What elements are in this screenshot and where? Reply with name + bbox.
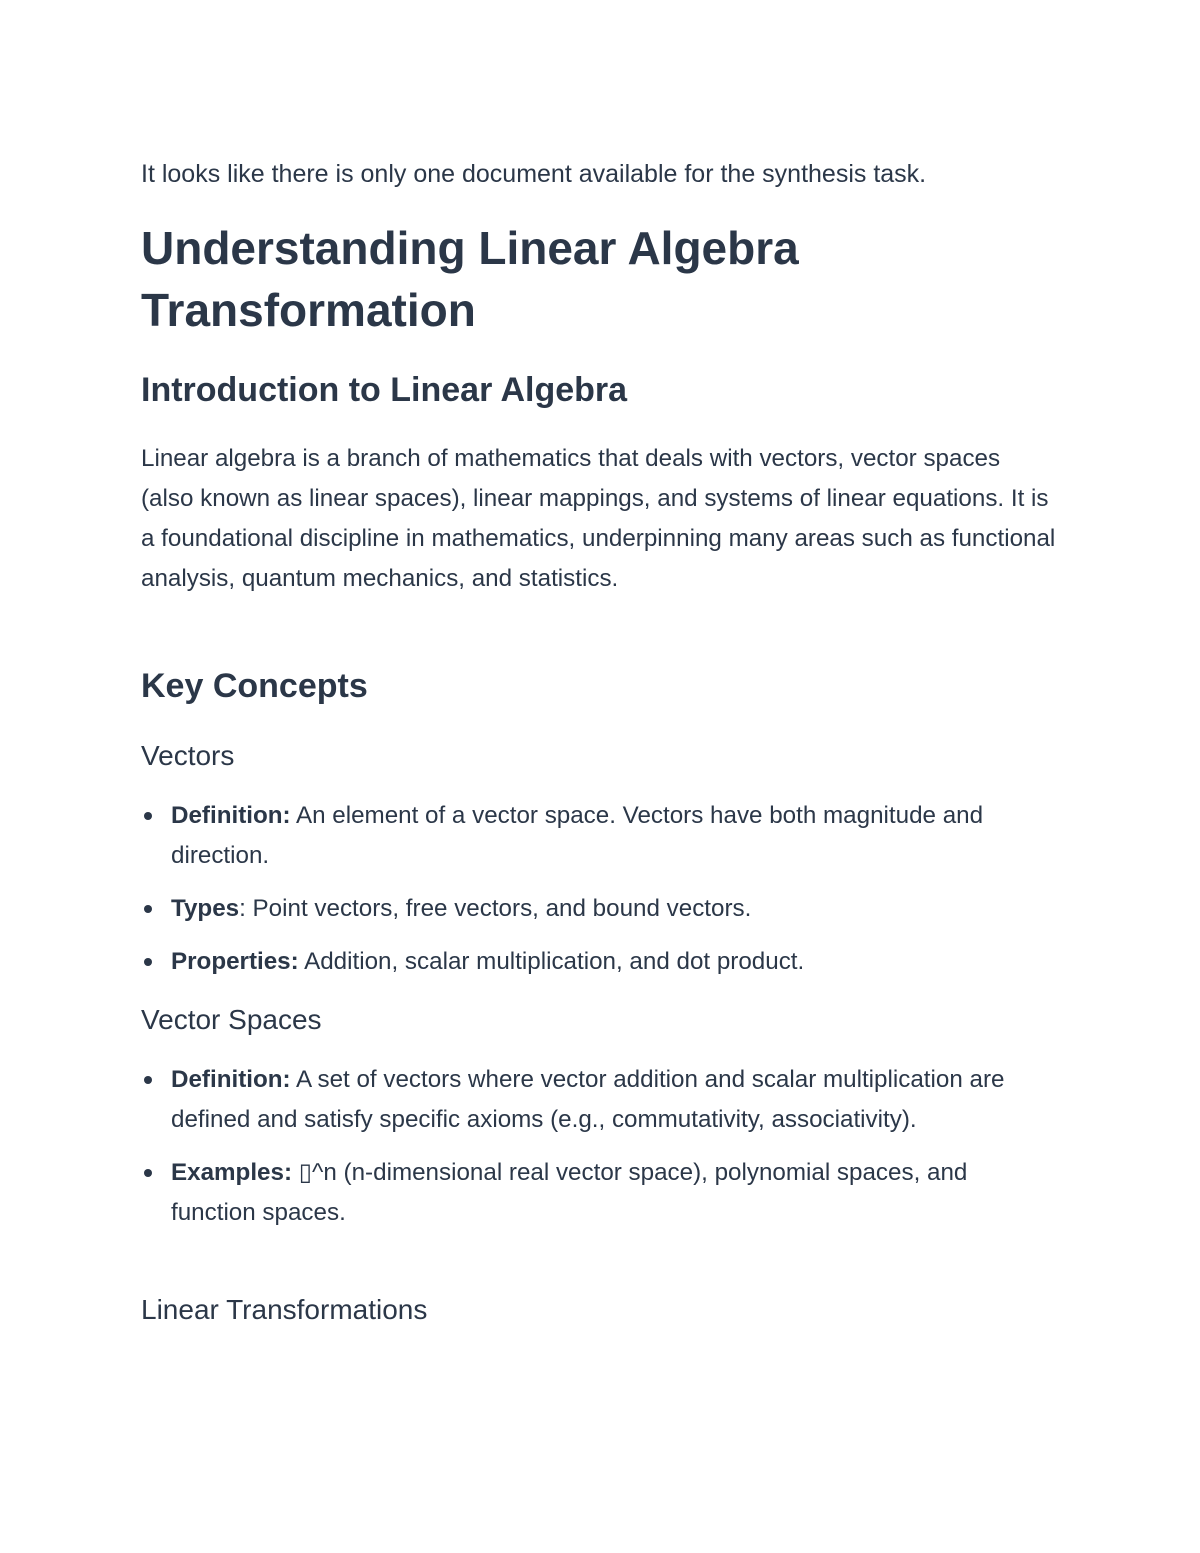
list-item [141, 1153, 1056, 1233]
list-item-term: Properties: [171, 948, 299, 975]
document-title: Understanding Linear Algebra Transformation [141, 222, 799, 336]
list-item-text: An element of a vector space. Vectors have both magnitude and direction. [171, 802, 984, 869]
list-item [141, 942, 1056, 982]
list-item-term: Examples: [171, 1159, 292, 1186]
heading-vectors: Vectors [141, 740, 235, 771]
heading-linear-transformations: Linear Transformations [141, 1294, 428, 1325]
vector-spaces-list [141, 1060, 1056, 1246]
intro-paragraph: Linear algebra is a branch of mathematics that deals with vectors, vector spaces (also known as linear spaces), linear mappings, and systems of linear equations. It is a foundational discipline in mathematics, underpinning many areas such as functional analysis, quantum mechanics, and statistics. [141, 445, 1056, 592]
list-item-term: Definition: [171, 802, 291, 829]
vectors-list [141, 796, 1056, 995]
intro-note: It looks like there is only one document available for the synthesis task. [141, 160, 927, 188]
list-item-text: ▯^n (n-dimensional real vector space), polynomial spaces, and function spaces. [171, 1159, 968, 1226]
list-item [141, 796, 1056, 876]
heading-introduction: Introduction to Linear Algebra [141, 371, 628, 409]
list-item [141, 889, 1056, 929]
list-item-text: : Point vectors, free vectors, and bound vectors. [239, 895, 752, 922]
heading-vector-spaces: Vector Spaces [141, 1004, 322, 1035]
list-item-text: Addition, scalar multiplication, and dot product. [298, 948, 805, 975]
list-item [141, 1060, 1056, 1140]
list-item-term: Definition: [171, 1066, 291, 1093]
list-item-term: Types [171, 895, 240, 922]
heading-key-concepts: Key Concepts [141, 667, 368, 705]
list-item-text: A set of vectors where vector addition and scalar multiplication are defined and satisfy specific axioms (e.g., commutativity, associativity). [171, 1066, 1005, 1133]
